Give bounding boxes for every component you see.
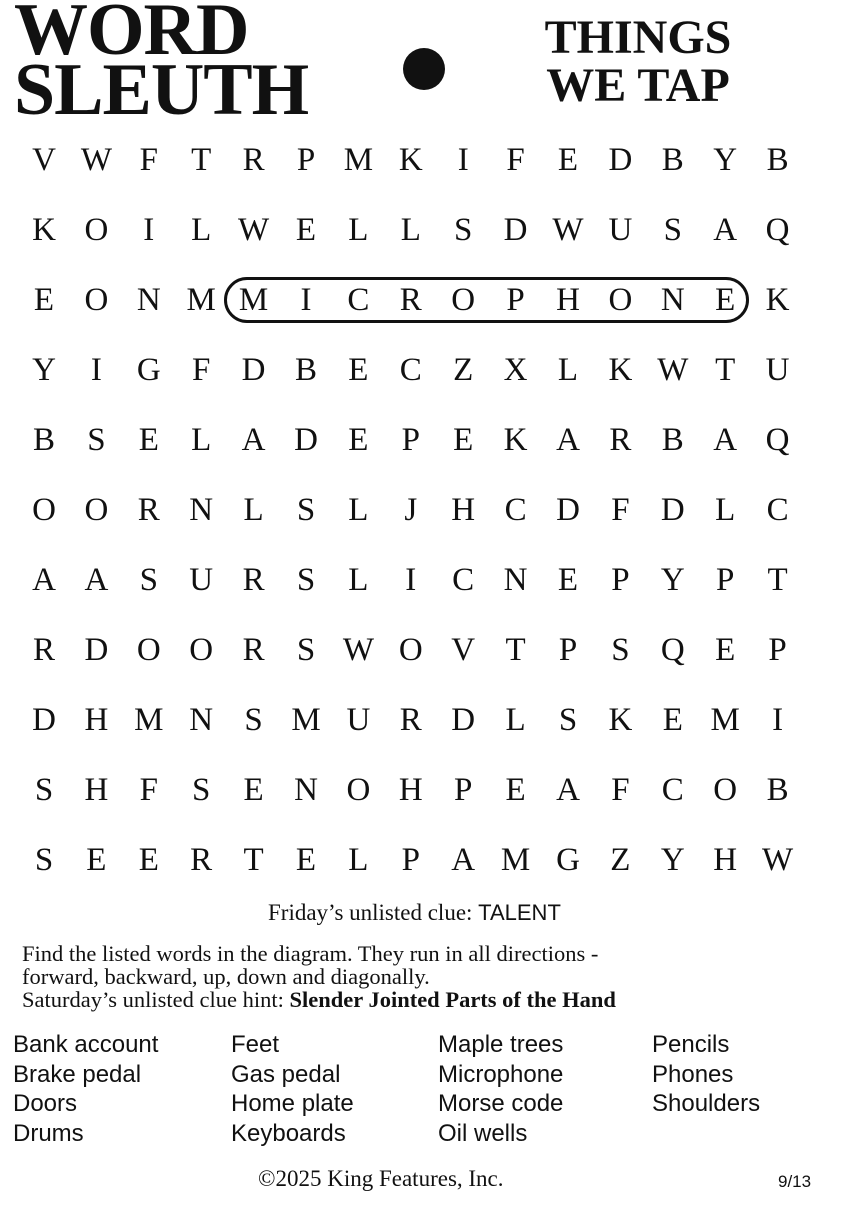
grid-cell: N (294, 772, 318, 808)
grid-cell: M (343, 142, 374, 178)
grid-cell: D (556, 492, 580, 528)
grid-cell: I (405, 562, 417, 598)
grid-cell: E (348, 352, 369, 388)
grid-cell: S (139, 562, 158, 598)
grid-cell: M (710, 702, 740, 738)
grid-cell: U (189, 562, 214, 598)
grid-cell: P (401, 842, 420, 878)
grid-cell: D (32, 702, 56, 738)
grid-cell: E (138, 422, 159, 458)
grid-cell: E (505, 772, 526, 808)
grid-cell: B (661, 142, 684, 178)
grid-cell: T (191, 142, 212, 178)
hint-line (22, 988, 842, 1011)
grid-cell: B (766, 142, 789, 178)
instructions-line-2: forward, backward, up, down and diagonally. (22, 964, 430, 989)
grid-cell: E (557, 562, 579, 598)
grid-cell: Y (660, 842, 685, 878)
grid-cell: O (608, 282, 633, 318)
word-list-item: Gas pedal (231, 1060, 341, 1088)
grid-cell: M (291, 702, 321, 738)
grid-cell: E (138, 842, 159, 878)
grid-cell: S (663, 212, 682, 248)
grid-cell: H (398, 772, 423, 808)
grid-cell: D (451, 702, 476, 738)
grid-cell: W (552, 212, 584, 248)
grid-cell: M (186, 282, 216, 318)
grid-cell: T (715, 352, 736, 388)
grid-cell: J (404, 492, 418, 528)
grid-cell: S (558, 702, 578, 738)
grid-cell: O (84, 492, 109, 528)
grid-cell: F (506, 142, 525, 178)
grid-cell: K (32, 212, 56, 248)
grid-cell: O (84, 282, 109, 318)
publish-date: 9/13 (778, 1172, 812, 1191)
grid-cell: K (398, 142, 423, 178)
grid-cell: O (398, 632, 423, 668)
grid-cell: W (342, 632, 374, 668)
grid-cell: E (33, 282, 55, 318)
grid-cell: M (238, 282, 269, 318)
grid-cell: S (34, 772, 54, 808)
grid-cell: H (713, 842, 738, 878)
grid-cell: W (80, 142, 112, 178)
grid-cell: K (765, 282, 790, 318)
grid-cell: L (191, 422, 212, 458)
grid-cell: O (136, 632, 161, 668)
grid-cell: C (504, 492, 527, 528)
grid-cell: D (608, 142, 633, 178)
grid-cell: P (716, 562, 735, 598)
grid-cell: A (713, 212, 738, 248)
grid-cell: C (661, 772, 684, 808)
grid-cell: P (611, 562, 630, 598)
grid-cell: V (32, 142, 56, 178)
grid-cell: Q (660, 632, 685, 668)
grid-cell: U (608, 212, 633, 248)
grid-cell: L (400, 212, 421, 248)
grid-cell: H (84, 772, 109, 808)
grid-cell: I (457, 142, 469, 178)
grid-cell: Q (765, 212, 790, 248)
grid-cell: A (451, 842, 476, 878)
grid-cell: B (661, 422, 684, 458)
grid-cell: A (241, 422, 266, 458)
grid-cell: L (191, 212, 212, 248)
grid-cell: E (243, 772, 264, 808)
word-list-item: Drums (13, 1119, 84, 1147)
grid-cell: S (296, 632, 316, 668)
grid-cell: Y (713, 142, 738, 178)
grid-cell: R (609, 422, 632, 458)
grid-cell: D (84, 632, 109, 668)
grid-cell: R (242, 632, 265, 668)
grid-cell: W (238, 212, 270, 248)
unlisted-clue-value: TALENT (478, 900, 561, 925)
word-list-item: Morse code (438, 1090, 564, 1117)
found-word-oval (224, 277, 749, 323)
grid-cell: T (243, 842, 264, 878)
grid-cell: B (766, 772, 789, 808)
grid-cell: C (399, 352, 422, 388)
grid-cell: X (503, 352, 528, 388)
grid-cell: M (500, 842, 531, 878)
grid-cell: F (192, 352, 211, 388)
grid-cell: R (242, 142, 265, 178)
grid-cell: R (32, 632, 55, 668)
theme-line-2: WE TAP (546, 59, 730, 112)
grid-cell: I (90, 352, 102, 388)
grid-cell: L (557, 352, 579, 388)
title-line-2: SLEUTH (14, 49, 309, 131)
grid-cell: S (87, 422, 106, 458)
grid-cell: A (713, 422, 738, 458)
word-list-item: Feet (231, 1031, 280, 1058)
grid-cell: F (139, 142, 158, 178)
instructions (22, 942, 842, 1011)
grid-cell: P (454, 772, 473, 808)
copyright-notice: ©2025 King Features, Inc. (258, 1166, 504, 1191)
grid-cell: A (556, 422, 580, 458)
grid-cell: K (608, 352, 633, 388)
grid-cell: O (32, 492, 56, 528)
word-list-item: Shoulders (652, 1090, 761, 1117)
word-list-item: Maple trees (438, 1031, 564, 1058)
word-column-4 (652, 1030, 760, 1119)
grid-cell: H (451, 492, 476, 528)
grid-cell: P (558, 632, 578, 668)
grid-cell: I (143, 212, 155, 248)
word-column-3 (438, 1030, 563, 1148)
grid-cell: D (660, 492, 685, 528)
grid-cell: C (766, 492, 789, 528)
grid-cell: E (715, 632, 736, 668)
grid-cell: L (348, 842, 369, 878)
grid-cell: E (715, 282, 736, 318)
hint-label: Saturday’s unlisted clue hint: (22, 987, 284, 1012)
word-list-item: Keyboards (231, 1119, 346, 1147)
grid-cell: N (189, 702, 214, 738)
grid-cell: S (192, 772, 211, 808)
grid-cell: Y (660, 562, 685, 598)
grid-cell: F (139, 772, 158, 808)
grid-cell: S (611, 632, 630, 668)
grid-cell: D (503, 212, 528, 248)
grid-cell: L (243, 492, 264, 528)
grid-cell: C (452, 562, 475, 598)
grid-cell: H (556, 282, 580, 318)
theme-line-1: THINGS (544, 11, 732, 64)
grid-cell: N (660, 282, 685, 318)
grid-cell: O (713, 772, 738, 808)
instructions-line-1: Find the listed words in the diagram. They run in all directions - (22, 941, 599, 966)
unlisted-clue-label: Friday’s unlisted clue: (268, 900, 473, 925)
grid-cell: R (190, 842, 213, 878)
grid-cell: L (715, 492, 736, 528)
grid-cell: T (505, 632, 526, 668)
grid-cell: K (503, 422, 528, 458)
grid-cell: P (401, 422, 420, 458)
grid-cell: R (399, 282, 422, 318)
grid-cell: A (32, 562, 56, 598)
grid-cell: L (348, 212, 369, 248)
grid-cell: O (451, 282, 476, 318)
grid-cell: I (300, 282, 312, 318)
grid-cell: P (506, 282, 525, 318)
grid-cell: P (768, 632, 787, 668)
grid-cell: S (34, 842, 54, 878)
grid-cell: N (503, 562, 528, 598)
grid-cell: Z (610, 842, 631, 878)
grid-cell: L (348, 492, 369, 528)
grid-cell: D (294, 422, 318, 458)
grid-cell: E (295, 212, 317, 248)
grid-cell: U (346, 702, 371, 738)
grid-cell: L (348, 562, 369, 598)
grid-cell: S (296, 562, 316, 598)
grid-cell: A (84, 562, 109, 598)
grid-cell: K (608, 702, 633, 738)
grid-cell: E (557, 142, 579, 178)
grid-cell: G (136, 352, 161, 388)
grid-cell: F (611, 772, 630, 808)
word-list-item: Pencils (652, 1031, 730, 1058)
grid-cell: A (556, 772, 580, 808)
grid-cell: U (765, 352, 790, 388)
grid-cell: E (662, 702, 683, 738)
grid-cell: B (294, 352, 317, 388)
grid-cell: E (295, 842, 317, 878)
grid-cell: W (762, 842, 794, 878)
word-column-2 (231, 1030, 354, 1148)
word-list-item: Brake pedal (13, 1060, 142, 1088)
grid-cell: Y (32, 352, 56, 388)
grid-cell: F (611, 492, 630, 528)
grid-cell: H (84, 702, 109, 738)
grid-cell: O (346, 772, 371, 808)
grid-cell: E (86, 842, 107, 878)
grid-cell: T (767, 562, 788, 598)
grid-cell: Z (453, 352, 474, 388)
grid-cell: R (399, 702, 422, 738)
grid-cell: N (136, 282, 161, 318)
grid-cell: E (348, 422, 369, 458)
grid-cell: E (453, 422, 474, 458)
title-line-1: WORD (14, 0, 249, 71)
word-list-item: Microphone (438, 1060, 564, 1088)
grid-cell: G (556, 842, 580, 878)
word-list-item: Oil wells (438, 1119, 528, 1147)
grid-cell: D (241, 352, 266, 388)
grid-cell: B (32, 422, 55, 458)
word-list-item: Doors (13, 1090, 78, 1117)
grid-cell: P (296, 142, 316, 178)
grid-cell: R (242, 562, 265, 598)
unlisted-clue (268, 900, 561, 926)
grid-cell: M (134, 702, 164, 738)
grid-cell: O (84, 212, 109, 248)
grid-cell: R (137, 492, 160, 528)
word-column-1 (13, 1030, 158, 1148)
grid-cell: C (347, 282, 370, 318)
grid-cell: S (296, 492, 316, 528)
grid-cell: O (189, 632, 214, 668)
grid-cell: L (505, 702, 526, 738)
word-list-item: Bank account (13, 1031, 159, 1058)
grid-cell: V (451, 632, 476, 668)
grid-cell: N (189, 492, 214, 528)
grid-cell: I (772, 702, 784, 738)
grid-cell: S (244, 702, 263, 738)
hint-value: Slender Jointed Parts of the Hand (289, 987, 616, 1012)
word-list-item: Phones (652, 1060, 734, 1088)
grid-cell: W (657, 352, 689, 388)
word-list-item: Home plate (231, 1090, 354, 1117)
grid-cell: Q (765, 422, 790, 458)
grid-cell: S (454, 212, 473, 248)
